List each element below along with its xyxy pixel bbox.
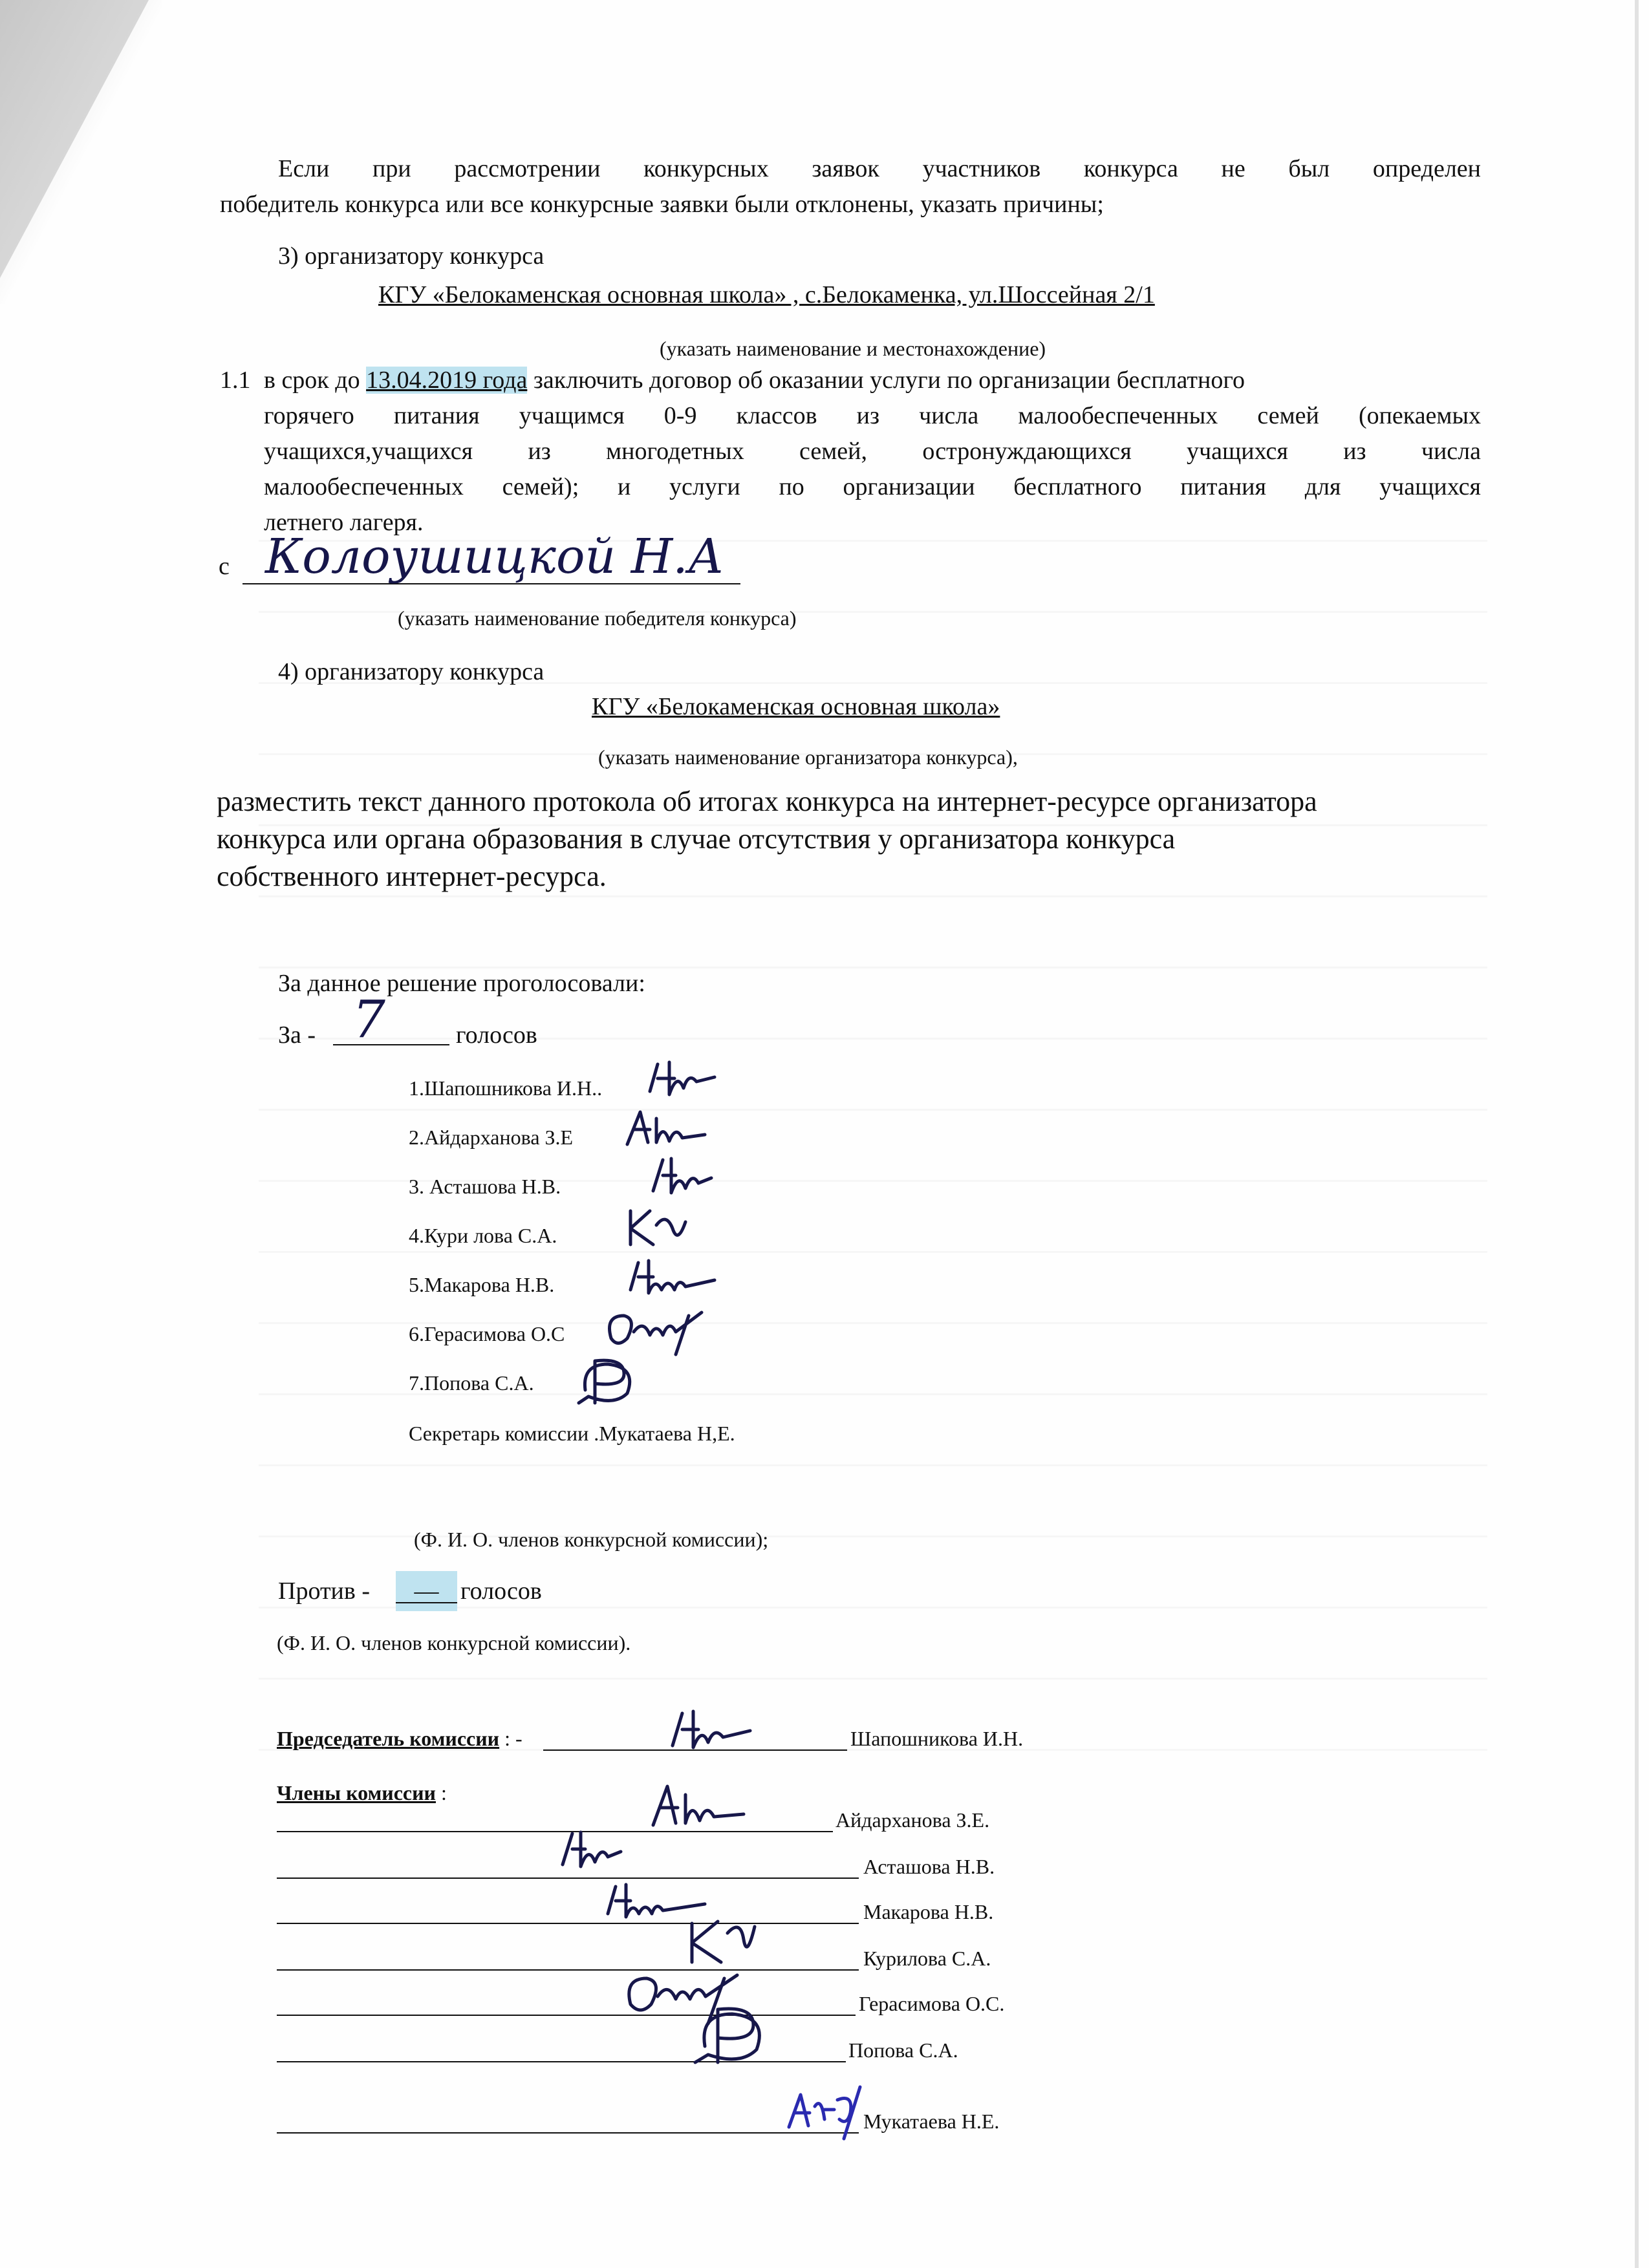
item11-line-3: учащихся,учащихся из многодетных семей, остронуждающихся учащихся из числа <box>264 438 1481 465</box>
member-line-4 <box>277 1969 859 1971</box>
scan-edge <box>1635 0 1639 2268</box>
winner-hint: (указать наименование победителя конкурса) <box>398 606 797 630</box>
member-name-3: Макарова Н.В. <box>863 1900 994 1923</box>
member-line-3 <box>277 1923 859 1924</box>
item11-line-1 <box>264 360 1245 400</box>
publish-line-2: конкурса или органа образования в случае отсутствия у организатора конкурса <box>217 823 1176 855</box>
item11-line-4: малообеспеченных семей); и услуги по организации бесплатного питания для учащихся <box>264 473 1481 500</box>
member-3: 3. Асташова Н.В. <box>409 1175 561 1198</box>
item4-label: 4) организатору конкурса <box>278 658 544 685</box>
fio-hint-for: (Ф. И. О. членов конкурсной комиссии); <box>414 1528 769 1551</box>
signature-kurilova-1 <box>621 1199 692 1254</box>
winner-handwritten: Колоушицкой Н.А <box>265 529 724 584</box>
signature-chair <box>666 1704 757 1759</box>
signature-shaposhnikova-1 <box>643 1053 721 1104</box>
vote-against-count: — <box>396 1571 457 1611</box>
fio-hint-against: (Ф. И. О. членов конкурсной комиссии). <box>277 1631 631 1654</box>
item3-label: 3) организатору конкурса <box>278 242 544 270</box>
member-name-2: Асташова Н.В. <box>863 1855 995 1878</box>
intro-line-1: Если при рассмотрении конкурсных заявок участников конкурса не был определен <box>278 155 1481 182</box>
secretary-name: Мукатаева Н.Е. <box>863 2110 1000 2133</box>
members-label: Члены комиссии <box>277 1781 436 1804</box>
item11-number: 1.1 <box>220 367 251 394</box>
item11-line-5: летнего лагеря. <box>264 509 424 536</box>
secretary-signature-line <box>277 2132 859 2134</box>
chair-name: Шапошникова И.Н. <box>850 1727 1024 1750</box>
folded-corner-shadow <box>0 0 162 304</box>
vote-for-underline <box>333 1044 449 1045</box>
member-2: 2.Айдарханова З.Е <box>409 1126 574 1149</box>
signature-aydarkhanova-2 <box>647 1777 750 1835</box>
member-6: 6.Герасимова О.С <box>409 1322 565 1345</box>
item11-post: заключить договор об оказании услуги по организации бесплатного <box>533 367 1245 394</box>
members-separator: : <box>440 1781 447 1804</box>
publish-line-3: собственного интернет-ресурса. <box>217 861 607 892</box>
item3-organizer: КГУ «Белокаменская основная школа» , с.Белокаменка, ул.Шоссейная 2/1 <box>378 281 1155 308</box>
chair-row <box>277 1725 523 1752</box>
signature-makarova-1 <box>624 1251 721 1303</box>
secretary-line: Секретарь комиссии .Мукатаева Н,Е. <box>409 1422 735 1445</box>
member-1: 1.Шапошникова И.Н.. <box>409 1076 603 1100</box>
signature-popova-2 <box>692 1998 795 2069</box>
member-line-2 <box>277 1878 859 1879</box>
vote-against-word: голосов <box>460 1578 542 1605</box>
publish-line-1: разместить текст данного протокола об итогах конкурса на интернет-ресурсе организатора <box>217 786 1317 817</box>
vote-for-word: голосов <box>456 1022 537 1049</box>
intro-line-2: победитель конкурса или все конкурсные заявки были отклонены, указать причины; <box>220 191 1104 218</box>
member-7: 7.Попова С.А. <box>409 1371 534 1395</box>
member-5: 5.Макарова Н.В. <box>409 1273 555 1296</box>
vote-against-underline <box>396 1602 457 1603</box>
vote-for-count: 7 <box>352 989 385 1049</box>
item4-organizer: КГУ «Белокаменская основная школа» <box>592 693 1000 720</box>
chair-separator: : - <box>504 1727 523 1750</box>
signature-astashova-1 <box>647 1151 718 1203</box>
item4-hint: (указать наименование организатора конкурса), <box>598 745 1018 769</box>
signature-aydarkhanova-1 <box>621 1102 711 1154</box>
signature-popova-1 <box>576 1351 660 1409</box>
item11-line-2: горячего питания учащимся 0-9 классов из числа малообеспеченных семей (опекаемых <box>264 402 1481 429</box>
member-name-4: Курилова С.А. <box>863 1947 991 1970</box>
member-name-5: Герасимова О.С. <box>859 1992 1005 2015</box>
item11-pre: в срок до <box>264 367 360 394</box>
item11-deadline-date: 13.04.2019 года <box>366 367 528 394</box>
chair-label: Председатель комиссии <box>277 1727 500 1750</box>
item11-with-label: с <box>219 553 230 580</box>
vote-against-label: Против - <box>278 1578 370 1605</box>
member-name-6: Попова С.А. <box>848 2038 958 2062</box>
vote-heading: За данное решение проголосовали: <box>278 970 645 997</box>
members-row <box>277 1779 447 1806</box>
item3-hint: (указать наименование и местонахождение) <box>660 337 1046 360</box>
vote-for-label: За - <box>278 1022 316 1049</box>
signature-astashova-2 <box>556 1824 627 1876</box>
member-4: 4.Кури лова С.А. <box>409 1224 557 1247</box>
member-name-1: Айдарханова З.Е. <box>835 1808 990 1832</box>
